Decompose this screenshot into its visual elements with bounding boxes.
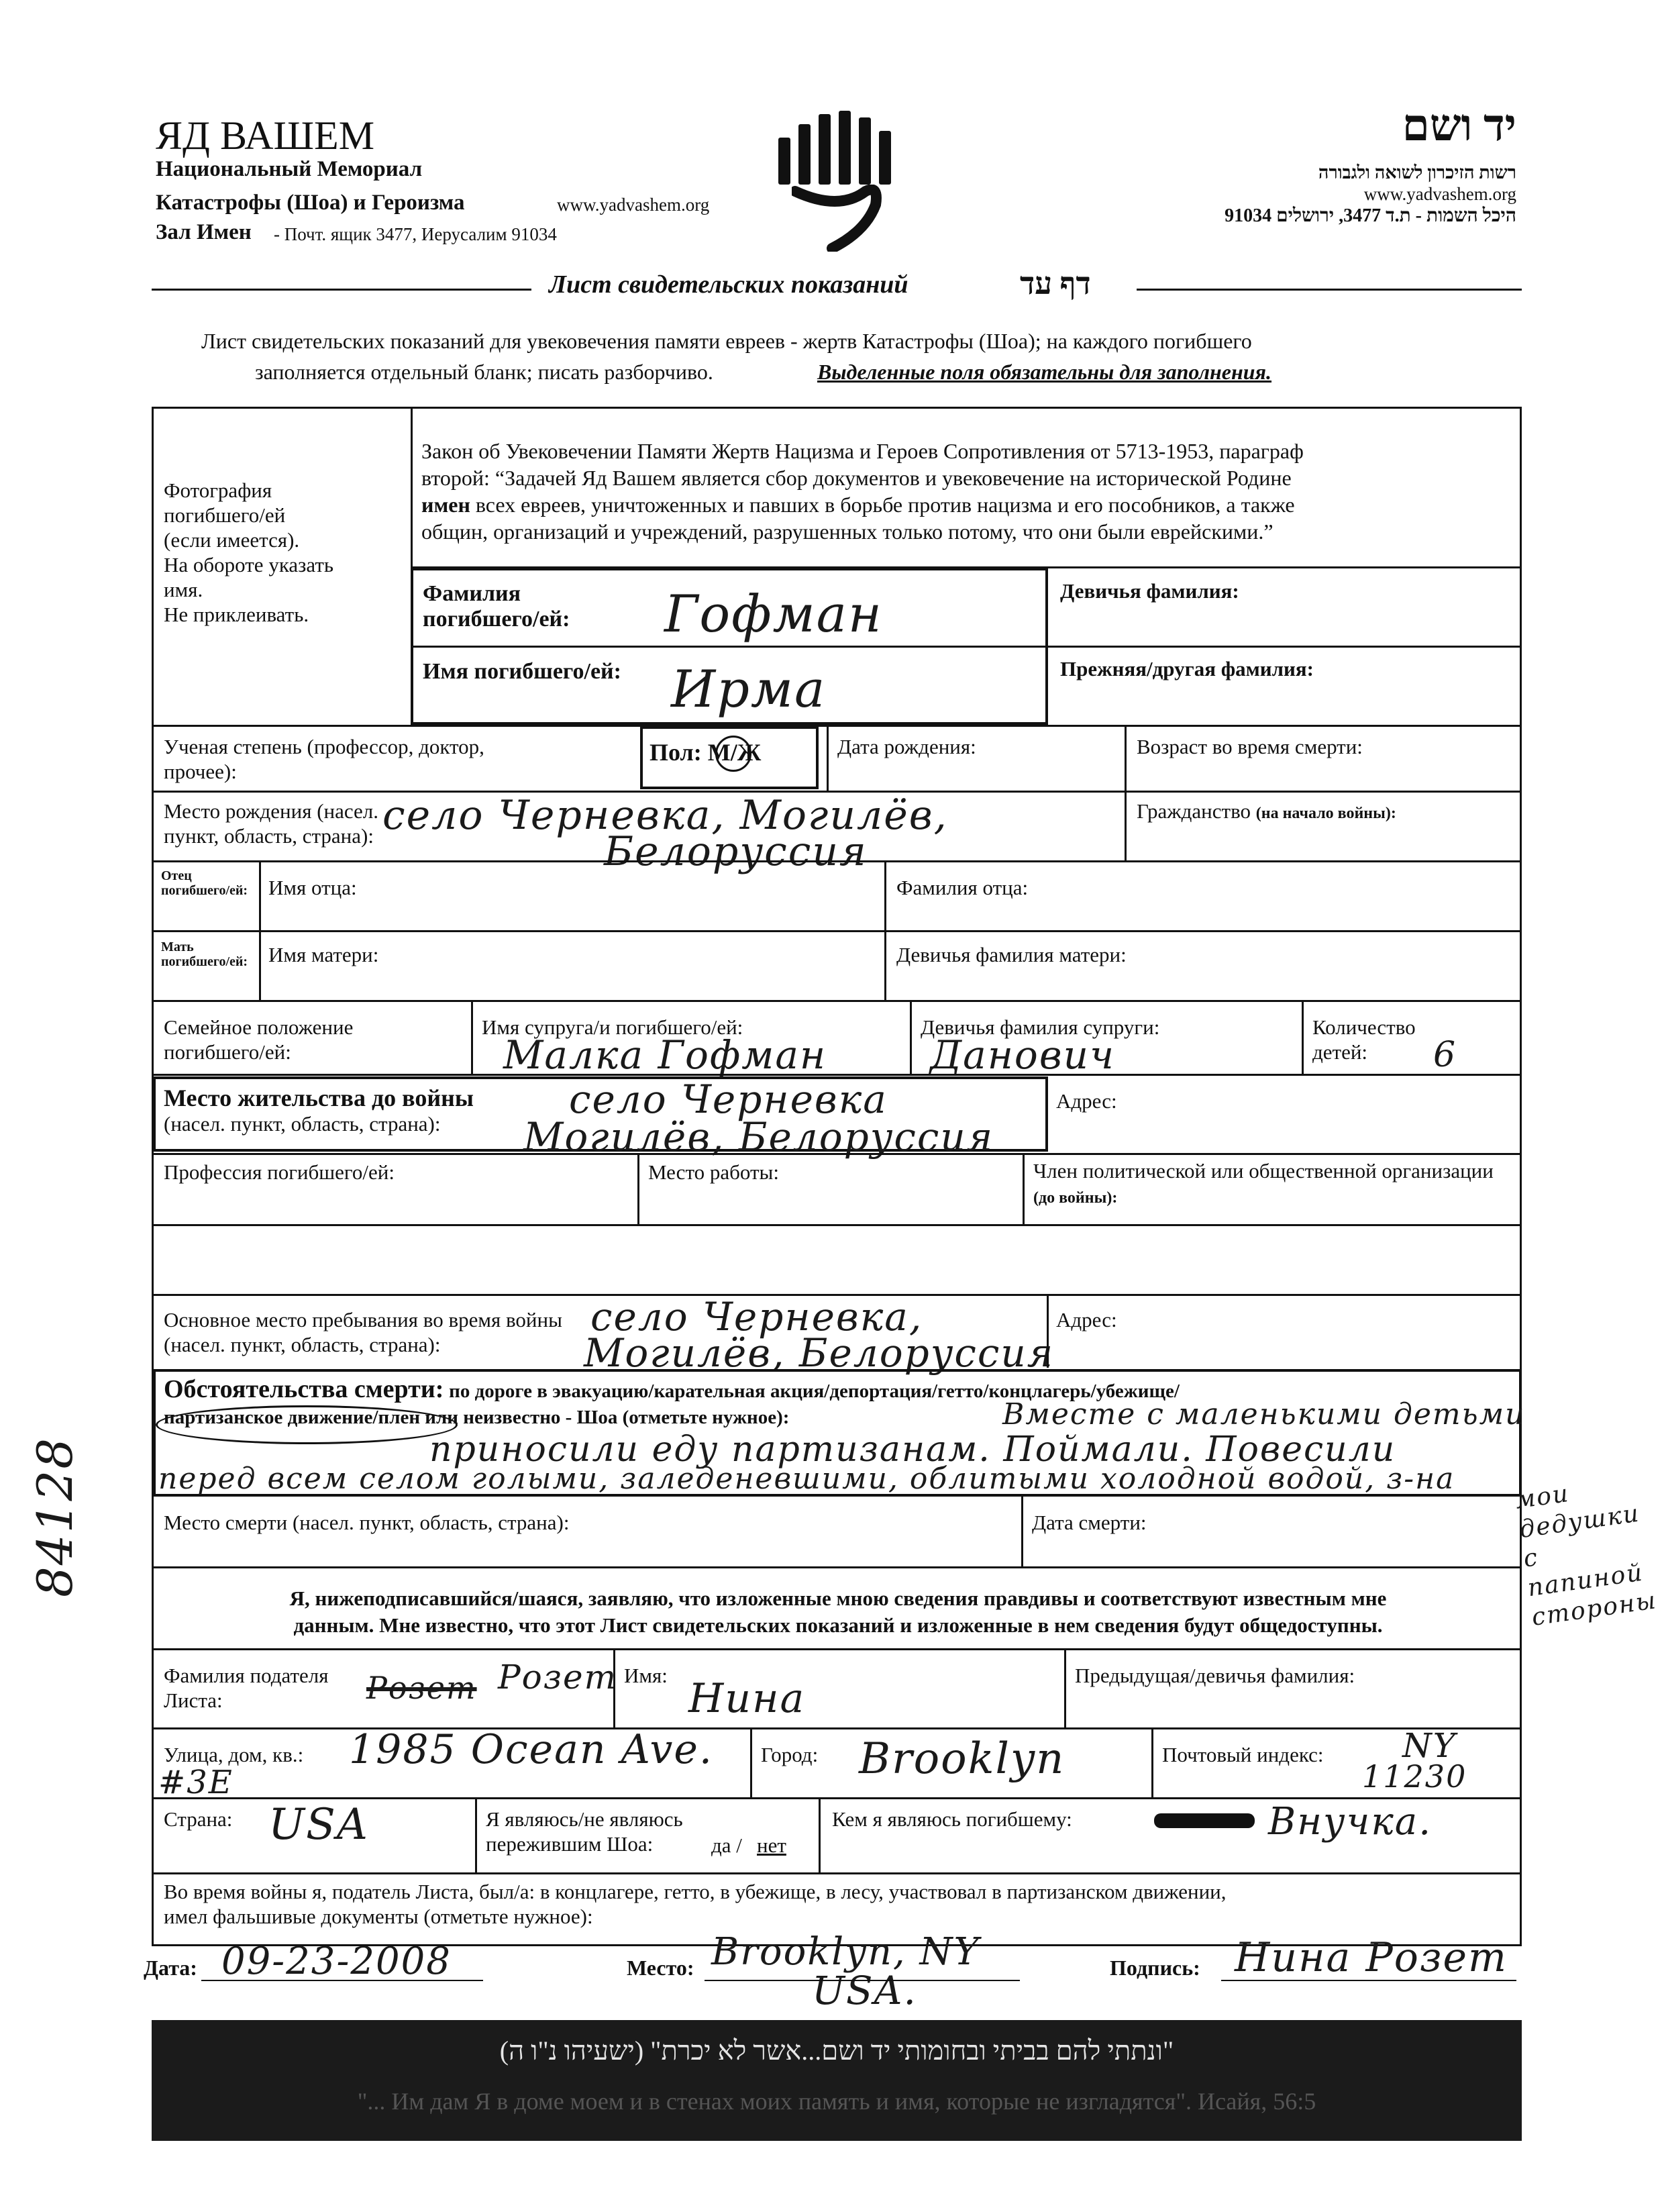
wartime-value-1: село Черневка, (590, 1294, 923, 1340)
header-he-url: www.yadvashem.org (1363, 184, 1516, 204)
margin-note: мои дедушки с папиной стороны (1513, 1479, 1659, 1631)
row-mother-top (152, 930, 1522, 932)
footer-place-label: Место: (627, 1956, 694, 1980)
form-title-he: דף עד (1020, 266, 1091, 301)
footer-date-line (201, 1980, 483, 1981)
footer-date-label: Дата: (144, 1956, 197, 1980)
row-profession-div1 (637, 1153, 639, 1224)
row-family-div1 (471, 1000, 473, 1074)
row-submitter-top (152, 1648, 1522, 1650)
zip-value-1: NY (1402, 1726, 1457, 1765)
wartime-label: Основное место пребывания во время войны (насел. пункт, область, страна): (164, 1308, 562, 1356)
header-ru-url: www.yadvashem.org (557, 195, 710, 215)
footer-place-value-1: Brooklyn, NY (711, 1930, 980, 1974)
intro-line2: заполняется отдельный бланк; писать разборчиво. (255, 360, 713, 384)
row-family-top (152, 1000, 1522, 1002)
citizenship-label: Гражданство (на начало войны): (1137, 799, 1396, 823)
sex-circle-mark (715, 736, 751, 772)
maiden-label: Девичья фамилия: (1060, 579, 1239, 603)
spouse-maiden-label: Девичья фамилия супруги: (921, 1015, 1160, 1039)
spouse-label: Имя супруга/и погибшего/ей: (482, 1015, 743, 1039)
header-ru-hall: Зал Имен (156, 220, 252, 244)
header-ru-address: - Почт. ящик 3477, Иерусалим 91034 (274, 224, 557, 244)
degree-label: Ученая степень (профессор, доктор, прочее): (164, 735, 484, 783)
profession-label: Профессия погибшего/ей: (164, 1160, 395, 1184)
name-label: Имя погибшего/ей: (423, 659, 621, 684)
row-country-div1 (475, 1797, 477, 1872)
father-side-label: Отец погибшего/ей: (161, 868, 248, 898)
relation-label: Кем я являюсь погибшему: (832, 1807, 1072, 1831)
row-profession-div2 (1023, 1153, 1025, 1224)
row-degree-top (152, 725, 1522, 727)
title-rule-left (152, 289, 531, 291)
law-text: Закон об Увековечении Памяти Жертв Нацизма и Героев Сопротивления от 5713-1953, параграф второй: “Задачей Яд Вашем является сбор документов и увековечение на исторической Родине имен всех евреев, уничтоженных и павших в борьбе против нацизма и его пособников, а также общин, организаций и учреждений, разрушенных только потому, что они были еврейскими.” (421, 439, 1304, 544)
children-label: Количество детей: (1312, 1015, 1416, 1064)
wartime-address-label: Адрес: (1056, 1308, 1117, 1331)
footer-sign-value: Нина Розет (1235, 1934, 1508, 1981)
birthplace-label: Место рождения (насел. пункт, область, страна): (164, 799, 378, 848)
death-place-label: Место смерти (насел. пункт, область, страна): (164, 1511, 570, 1534)
submitter-name-value: Нина (688, 1675, 806, 1722)
age-label: Возраст во время смерти: (1137, 735, 1363, 758)
death-circ-value-1: Вместе с маленькими детьми (1002, 1397, 1526, 1431)
workplace-label: Место работы: (648, 1160, 779, 1184)
row-residence-top (152, 1074, 1522, 1076)
sex-label: Пол: М/Ж (649, 739, 762, 766)
row-birthplace-div (1125, 791, 1127, 860)
row-family-div2 (910, 1000, 912, 1074)
partisan-circle-mark (156, 1405, 458, 1444)
declaration-text: Я, нижеподписавшийся/шаяся, заявляю, что изложенные мною сведения правдивы и соответствуют известным мне данным. Мне известно, что этот Лист свидетельских показаний и изложенные в нем сведения будут общедоступны. (289, 1587, 1387, 1637)
header-ru-title: ЯД ВАШЕМ (156, 113, 375, 158)
residence-address-label: Адрес: (1056, 1089, 1117, 1113)
death-date-label: Дата смерти: (1032, 1511, 1147, 1534)
residence-value-1: село Черневка (569, 1076, 888, 1122)
victim-name-divider (411, 646, 1522, 648)
other-surname-label: Прежняя/другая фамилия: (1060, 657, 1314, 681)
row-street-div2 (1151, 1727, 1153, 1797)
survivor-yes: да / (711, 1833, 742, 1857)
birthplace-value-1: село Черневка, Могилёв, (382, 792, 948, 839)
zip-value-2: 11230 (1362, 1758, 1467, 1795)
footer-sign-label: Подпись: (1110, 1956, 1200, 1980)
surname-value: Гофман (664, 584, 883, 644)
name-value: Ирма (671, 659, 827, 719)
header-he-title: יד ושם (1402, 101, 1516, 150)
father-name-label: Имя отца: (268, 876, 357, 899)
birthdate-label: Дата рождения: (837, 735, 976, 758)
title-rule-right (1137, 289, 1522, 291)
footer-place-value-2: USA. (812, 1968, 917, 2013)
submitter-name-label: Имя: (624, 1664, 668, 1687)
surname-label: Фамилия погибшего/ей: (423, 581, 570, 632)
relation-scribble (1154, 1813, 1255, 1828)
survivor-no: нет (757, 1833, 786, 1857)
row-father-top (152, 860, 1522, 862)
mother-maiden-label: Девичья фамилия матери: (896, 943, 1127, 966)
street-label: Улица, дом, кв.: (164, 1743, 304, 1766)
row-submitter-wartime-top (152, 1872, 1522, 1874)
death-circ-value-3: перед всем селом голыми, заледеневшими, облитыми холодной водой, з-на (158, 1462, 1455, 1496)
children-value: 6 (1433, 1035, 1457, 1075)
apt-value: #3E (158, 1764, 233, 1801)
footer-date-value: 09-23-2008 (221, 1940, 452, 1983)
side-number: 84128 (27, 1436, 83, 1597)
row-street-div1 (750, 1727, 752, 1797)
footer-quote-ru: "... Им дам Я в доме моем и в стенах моих память и имя, которые не изгладятся". Исайя, 56:5 (357, 2088, 1316, 2115)
birthplace-value-2: Белоруссия (604, 828, 868, 875)
member-label: Член политической или общественной организации (до войны): (1033, 1159, 1494, 1207)
death-circ-label: Обстоятельства смерти: по дороге в эвакуацию/карательная акция/депортация/гетто/концлагерь/убежище/ партизанское движение/плен или неизвестно - Шоа (отметьте нужное): (164, 1375, 1180, 1428)
row-country-div2 (819, 1797, 821, 1872)
row-family-div3 (1302, 1000, 1304, 1074)
street-value: 1985 Ocean Ave. (349, 1726, 713, 1773)
row-wartime-div (1047, 1294, 1049, 1368)
row-submitter-div1 (613, 1648, 615, 1727)
zip-label: Почтовый индекс: (1162, 1743, 1324, 1766)
photo-instructions: Фотография погибшего/ей (если имеется). На обороте указать имя. Не приклеивать. (164, 479, 334, 626)
death-circ-value-2: приносили еду партизанам. Поймали. Повесили (429, 1429, 1396, 1470)
mother-side-label: Мать погибшего/ей: (161, 940, 248, 969)
footer-place-line (705, 1980, 1020, 1981)
header-he-address: היכל השמות - ת.ד 3477, ירושלים 91034 (1225, 205, 1516, 226)
row-degree-div2 (1125, 725, 1127, 791)
intro-required-note: Выделенные поля обязательны для заполнения. (817, 360, 1272, 384)
row-profession-top (152, 1153, 1522, 1155)
submitter-prev-label: Предыдущая/девичья фамилия: (1075, 1664, 1355, 1687)
submitter-surname-struck: Розет (366, 1670, 477, 1706)
spouse-maiden-value: Данович (930, 1032, 1116, 1078)
header-ru-line1: Национальный Мемориал (156, 157, 423, 181)
row-country-top (152, 1797, 1522, 1799)
residence-value-2: Могилёв, Белоруссия (523, 1114, 994, 1160)
footer-sign-line (1221, 1980, 1516, 1981)
yad-vashem-logo (778, 111, 892, 252)
city-value: Brooklyn (859, 1734, 1065, 1784)
form-title-ru: Лист свидетельских показаний (549, 270, 908, 299)
header-he-line1: רשות הזיכרון לשואה ולגבורה (1318, 162, 1516, 183)
footer-quote-band (152, 2020, 1522, 2141)
row-declaration-top (152, 1566, 1522, 1568)
row-death-div (1021, 1497, 1023, 1566)
survivor-label: Я являюсь/не являюсь пережившим Шоа: (486, 1807, 683, 1856)
spouse-value: Малка Гофман (503, 1032, 827, 1078)
header-ru-line2: Катастрофы (Шоа) и Героизма (156, 191, 465, 215)
country-label: Страна: (164, 1807, 233, 1831)
row-degree-div1 (827, 725, 829, 791)
residence-label: Место жительства до войны (насел. пункт, область, страна): (164, 1085, 474, 1136)
intro-line1: Лист свидетельских показаний для увековечения памяти евреев - жертв Катастрофы (Шоа); на каждого погибшего (201, 329, 1252, 353)
marital-label: Семейное положение погибшего/ей: (164, 1015, 354, 1064)
mother-name-label: Имя матери: (268, 943, 379, 966)
row-empty-top (152, 1224, 1522, 1226)
father-surname-label: Фамилия отца: (896, 876, 1029, 899)
submitter-surname-value: Розет (498, 1658, 618, 1697)
country-value: USA (268, 1800, 369, 1850)
submitter-wartime-label: Во время войны я, податель Листа, был/а: в концлагере, гетто, в убежище, в лесу, участвовал в партизанском движении, имел фальшивые документы (отметьте нужное): (164, 1880, 1227, 1928)
submitter-surname-label: Фамилия подателя Листа: (164, 1664, 329, 1712)
row-submitter-div2 (1064, 1648, 1066, 1727)
wartime-value-2: Могилёв, Белоруссия (584, 1330, 1055, 1376)
city-label: Город: (761, 1743, 819, 1766)
footer-quote-he: "ונתתי להם בביתי ובחומותי יד ושם...אשר לא יכרת" (ישעיהו נ"ו ה) (499, 2035, 1174, 2066)
relation-value: Внучка. (1268, 1800, 1432, 1844)
